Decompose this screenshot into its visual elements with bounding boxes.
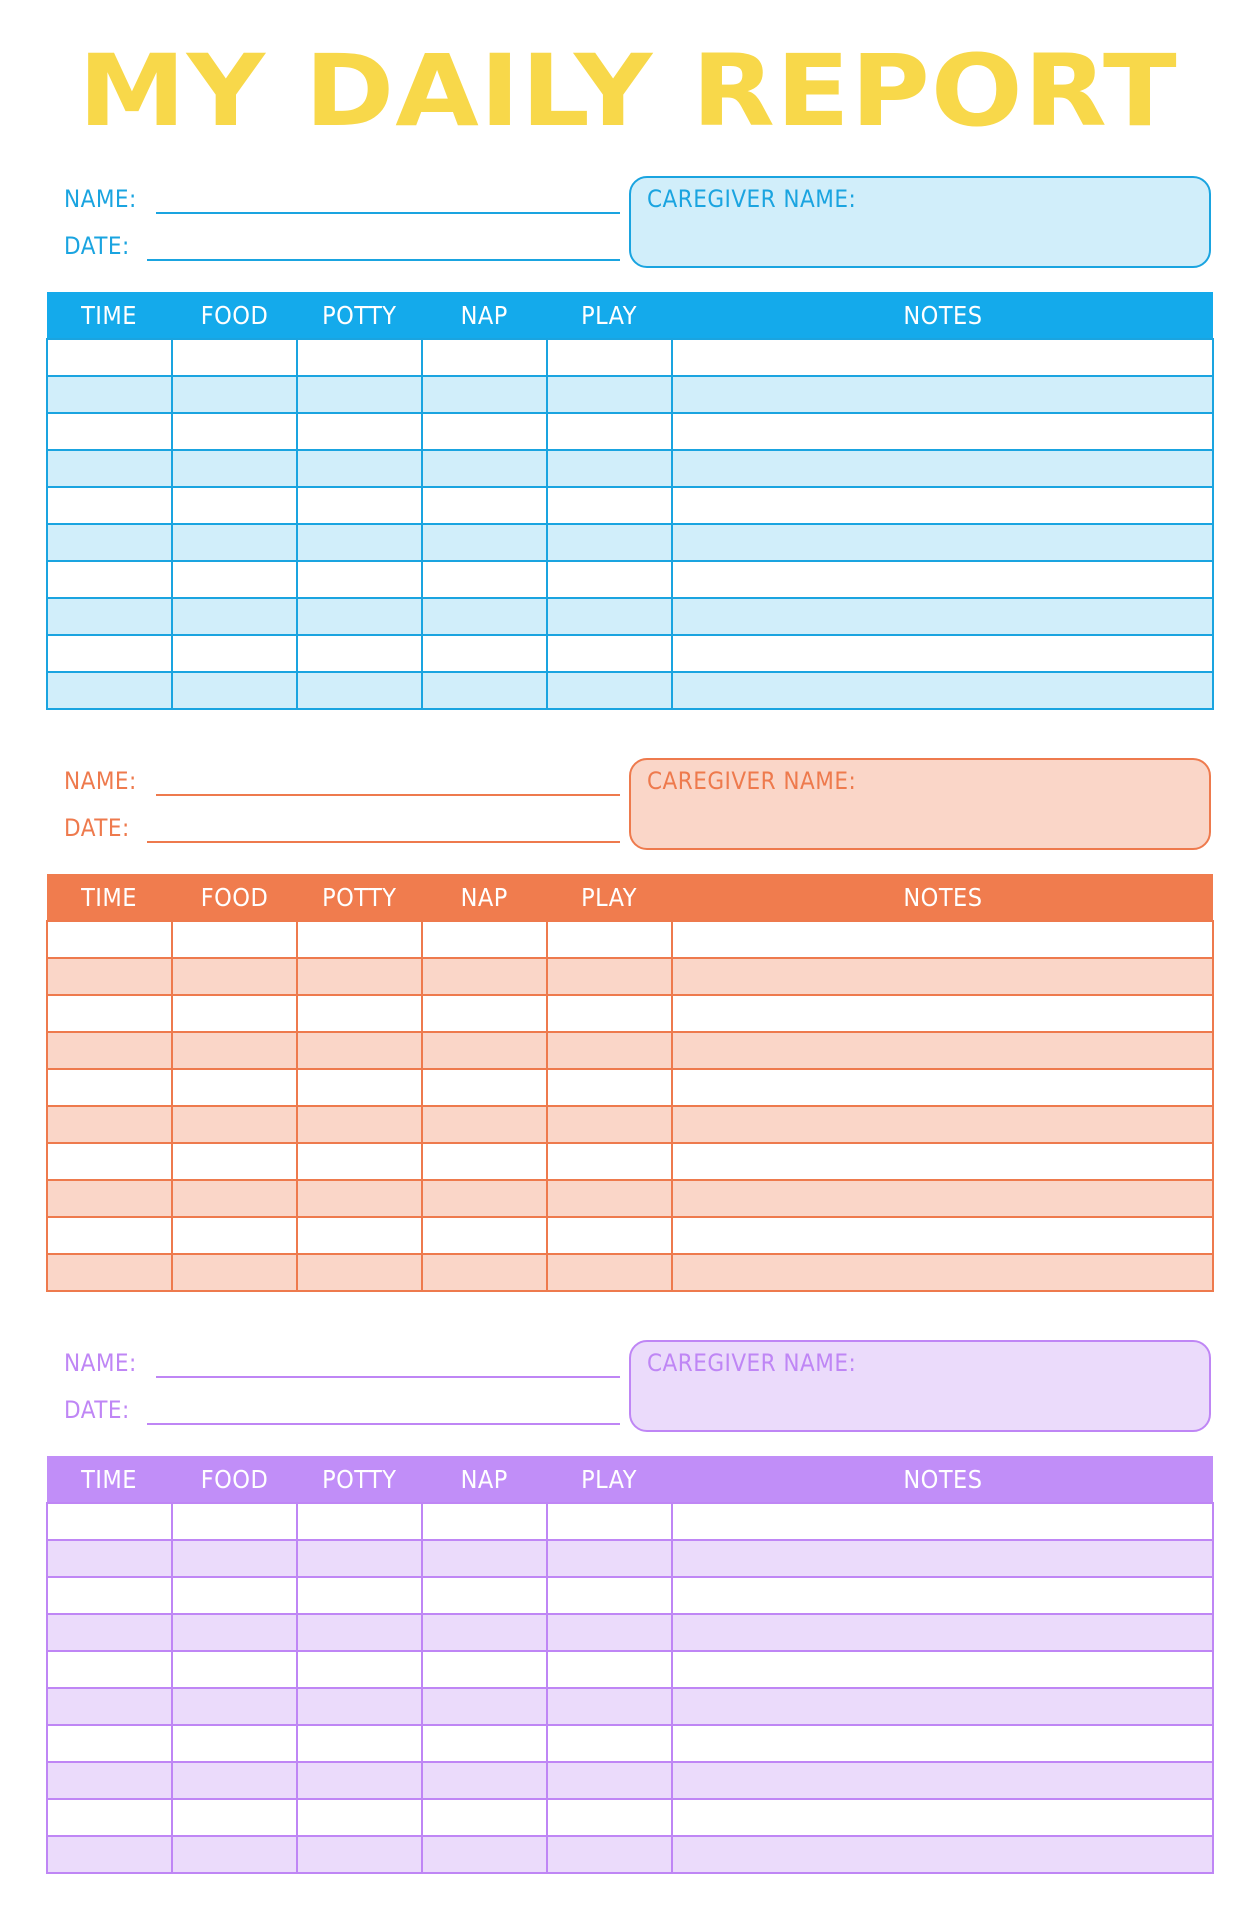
cell-notes[interactable] xyxy=(672,524,1213,561)
cell-play[interactable] xyxy=(547,1254,672,1291)
cell-nap[interactable] xyxy=(422,1180,547,1217)
cell-nap[interactable] xyxy=(422,1725,547,1762)
cell-play[interactable] xyxy=(547,598,672,635)
cell-nap[interactable] xyxy=(422,1799,547,1836)
cell-nap[interactable] xyxy=(422,413,547,450)
caregiver-label: CAREGIVER NAME: xyxy=(647,185,857,213)
cell-nap[interactable] xyxy=(422,995,547,1032)
cell-notes[interactable] xyxy=(672,1577,1213,1614)
cell-food[interactable] xyxy=(172,672,297,709)
cell-time[interactable] xyxy=(47,524,172,561)
cell-notes[interactable] xyxy=(672,339,1213,376)
date-line[interactable] xyxy=(147,259,620,261)
cell-notes[interactable] xyxy=(672,672,1213,709)
cell-nap[interactable] xyxy=(422,1106,547,1143)
cell-time[interactable] xyxy=(47,1254,172,1291)
name-label: NAME: xyxy=(64,767,137,795)
table-row xyxy=(47,339,1213,376)
cell-time[interactable] xyxy=(47,1799,172,1836)
cell-potty[interactable] xyxy=(297,1143,422,1180)
cell-nap[interactable] xyxy=(422,561,547,598)
table-row xyxy=(47,672,1213,709)
table-row xyxy=(47,1799,1213,1836)
cell-time[interactable] xyxy=(47,1032,172,1069)
cell-potty[interactable] xyxy=(297,1106,422,1143)
cell-potty[interactable] xyxy=(297,376,422,413)
cell-time[interactable] xyxy=(47,450,172,487)
cell-potty[interactable] xyxy=(297,921,422,958)
cell-play[interactable] xyxy=(547,635,672,672)
cell-notes[interactable] xyxy=(672,1762,1213,1799)
cell-notes[interactable] xyxy=(672,1836,1213,1873)
cell-potty[interactable] xyxy=(297,1254,422,1291)
cell-notes[interactable] xyxy=(672,413,1213,450)
cell-potty[interactable] xyxy=(297,339,422,376)
cell-time[interactable] xyxy=(47,1688,172,1725)
cell-potty[interactable] xyxy=(297,1725,422,1762)
table-body xyxy=(47,339,1213,709)
report-table xyxy=(46,1456,1214,1874)
cell-time[interactable] xyxy=(47,995,172,1032)
caregiver-name-box[interactable] xyxy=(629,176,1211,268)
cell-time[interactable] xyxy=(47,1614,172,1651)
col-nap: NAP xyxy=(422,292,547,339)
date-line[interactable] xyxy=(147,1423,620,1425)
date-field[interactable] xyxy=(64,813,620,843)
cell-potty[interactable] xyxy=(297,995,422,1032)
table-row xyxy=(47,598,1213,635)
cell-notes[interactable] xyxy=(672,1254,1213,1291)
cell-notes[interactable] xyxy=(672,1688,1213,1725)
cell-play[interactable] xyxy=(547,561,672,598)
cell-play[interactable] xyxy=(547,958,672,995)
cell-play[interactable] xyxy=(547,450,672,487)
table-body xyxy=(47,1503,1213,1873)
table-row xyxy=(47,1836,1213,1873)
caregiver-name-box[interactable] xyxy=(629,758,1211,850)
table-row xyxy=(47,1762,1213,1799)
cell-food[interactable] xyxy=(172,1725,297,1762)
cell-potty[interactable] xyxy=(297,561,422,598)
cell-time[interactable] xyxy=(47,413,172,450)
cell-play[interactable] xyxy=(547,339,672,376)
cell-potty[interactable] xyxy=(297,1503,422,1540)
table-body xyxy=(47,921,1213,1291)
cell-food[interactable] xyxy=(172,1836,297,1873)
table-row xyxy=(47,1614,1213,1651)
cell-time[interactable] xyxy=(47,1069,172,1106)
table-row xyxy=(47,958,1213,995)
cell-food[interactable] xyxy=(172,635,297,672)
col-potty: POTTY xyxy=(297,874,422,921)
table-row xyxy=(47,1032,1213,1069)
cell-notes[interactable] xyxy=(672,1106,1213,1143)
cell-food[interactable] xyxy=(172,921,297,958)
name-field[interactable] xyxy=(64,184,620,214)
cell-nap[interactable] xyxy=(422,921,547,958)
cell-nap[interactable] xyxy=(422,450,547,487)
table-row xyxy=(47,450,1213,487)
name-field[interactable] xyxy=(64,1348,620,1378)
cell-play[interactable] xyxy=(547,1217,672,1254)
cell-notes[interactable] xyxy=(672,1725,1213,1762)
col-nap: NAP xyxy=(422,1456,547,1503)
cell-food[interactable] xyxy=(172,1614,297,1651)
cell-potty[interactable] xyxy=(297,1180,422,1217)
cell-notes[interactable] xyxy=(672,376,1213,413)
cell-food[interactable] xyxy=(172,561,297,598)
cell-play[interactable] xyxy=(547,1762,672,1799)
cell-play[interactable] xyxy=(547,1688,672,1725)
col-potty: POTTY xyxy=(297,292,422,339)
cell-food[interactable] xyxy=(172,1577,297,1614)
cell-notes[interactable] xyxy=(672,921,1213,958)
cell-food[interactable] xyxy=(172,487,297,524)
table-row xyxy=(47,1143,1213,1180)
cell-play[interactable] xyxy=(547,672,672,709)
cell-potty[interactable] xyxy=(297,1217,422,1254)
cell-food[interactable] xyxy=(172,598,297,635)
name-label: NAME: xyxy=(64,1349,137,1377)
caregiver-label: CAREGIVER NAME: xyxy=(647,1349,857,1377)
caregiver-label: CAREGIVER NAME: xyxy=(647,767,857,795)
cell-time[interactable] xyxy=(47,1106,172,1143)
cell-potty[interactable] xyxy=(297,1540,422,1577)
cell-food[interactable] xyxy=(172,1762,297,1799)
cell-nap[interactable] xyxy=(422,672,547,709)
cell-food[interactable] xyxy=(172,450,297,487)
table-row xyxy=(47,1069,1213,1106)
cell-play[interactable] xyxy=(547,376,672,413)
cell-nap[interactable] xyxy=(422,487,547,524)
col-play: PLAY xyxy=(547,874,672,921)
cell-food[interactable] xyxy=(172,1254,297,1291)
cell-play[interactable] xyxy=(547,1799,672,1836)
col-food: FOOD xyxy=(172,1456,297,1503)
cell-play[interactable] xyxy=(547,921,672,958)
cell-play[interactable] xyxy=(547,413,672,450)
table-row xyxy=(47,1254,1213,1291)
cell-play[interactable] xyxy=(547,1032,672,1069)
cell-food[interactable] xyxy=(172,376,297,413)
cell-play[interactable] xyxy=(547,1106,672,1143)
cell-nap[interactable] xyxy=(422,1836,547,1873)
cell-play[interactable] xyxy=(547,1725,672,1762)
cell-notes[interactable] xyxy=(672,598,1213,635)
cell-nap[interactable] xyxy=(422,1069,547,1106)
cell-notes[interactable] xyxy=(672,1069,1213,1106)
cell-potty[interactable] xyxy=(297,635,422,672)
cell-potty[interactable] xyxy=(297,1836,422,1873)
cell-notes[interactable] xyxy=(672,487,1213,524)
cell-food[interactable] xyxy=(172,1106,297,1143)
cell-nap[interactable] xyxy=(422,1540,547,1577)
report-section-3 xyxy=(46,1340,1212,1876)
cell-potty[interactable] xyxy=(297,1069,422,1106)
report-section-1 xyxy=(46,176,1212,712)
cell-nap[interactable] xyxy=(422,1217,547,1254)
cell-food[interactable] xyxy=(172,1180,297,1217)
caregiver-name-box[interactable] xyxy=(629,1340,1211,1432)
col-time: TIME xyxy=(47,1456,172,1503)
cell-play[interactable] xyxy=(547,1143,672,1180)
cell-notes[interactable] xyxy=(672,1651,1213,1688)
cell-food[interactable] xyxy=(172,1069,297,1106)
table-header-row xyxy=(47,874,1213,921)
cell-play[interactable] xyxy=(547,524,672,561)
col-play: PLAY xyxy=(547,1456,672,1503)
table-row xyxy=(47,1503,1213,1540)
cell-time[interactable] xyxy=(47,598,172,635)
cell-potty[interactable] xyxy=(297,1651,422,1688)
page-title: MY DAILY REPORT xyxy=(78,34,1178,150)
cell-notes[interactable] xyxy=(672,1217,1213,1254)
cell-play[interactable] xyxy=(547,1836,672,1873)
cell-play[interactable] xyxy=(547,995,672,1032)
cell-notes[interactable] xyxy=(672,1799,1213,1836)
cell-time[interactable] xyxy=(47,1836,172,1873)
cell-nap[interactable] xyxy=(422,598,547,635)
table-row xyxy=(47,995,1213,1032)
cell-food[interactable] xyxy=(172,995,297,1032)
col-potty: POTTY xyxy=(297,1456,422,1503)
cell-time[interactable] xyxy=(47,1762,172,1799)
cell-play[interactable] xyxy=(547,1503,672,1540)
cell-potty[interactable] xyxy=(297,487,422,524)
cell-potty[interactable] xyxy=(297,1762,422,1799)
cell-food[interactable] xyxy=(172,1651,297,1688)
cell-food[interactable] xyxy=(172,958,297,995)
cell-time[interactable] xyxy=(47,1180,172,1217)
cell-potty[interactable] xyxy=(297,598,422,635)
name-field[interactable] xyxy=(64,766,620,796)
cell-notes[interactable] xyxy=(672,1540,1213,1577)
cell-time[interactable] xyxy=(47,561,172,598)
name-line[interactable] xyxy=(156,212,620,214)
col-food: FOOD xyxy=(172,874,297,921)
table-row xyxy=(47,921,1213,958)
cell-time[interactable] xyxy=(47,1503,172,1540)
cell-potty[interactable] xyxy=(297,1614,422,1651)
cell-nap[interactable] xyxy=(422,1254,547,1291)
cell-potty[interactable] xyxy=(297,1799,422,1836)
cell-time[interactable] xyxy=(47,1143,172,1180)
col-time: TIME xyxy=(47,292,172,339)
cell-notes[interactable] xyxy=(672,561,1213,598)
table-header-row xyxy=(47,1456,1213,1503)
name-line[interactable] xyxy=(156,1376,620,1378)
date-field[interactable] xyxy=(64,231,620,261)
cell-play[interactable] xyxy=(547,1069,672,1106)
cell-potty[interactable] xyxy=(297,1032,422,1069)
cell-food[interactable] xyxy=(172,1143,297,1180)
cell-food[interactable] xyxy=(172,1032,297,1069)
cell-nap[interactable] xyxy=(422,339,547,376)
date-line[interactable] xyxy=(147,841,620,843)
cell-potty[interactable] xyxy=(297,524,422,561)
table-row xyxy=(47,524,1213,561)
table-row xyxy=(47,1217,1213,1254)
cell-time[interactable] xyxy=(47,921,172,958)
cell-potty[interactable] xyxy=(297,672,422,709)
cell-potty[interactable] xyxy=(297,958,422,995)
date-field[interactable] xyxy=(64,1395,620,1425)
cell-time[interactable] xyxy=(47,376,172,413)
table-row xyxy=(47,1725,1213,1762)
table-row xyxy=(47,1577,1213,1614)
table-row xyxy=(47,413,1213,450)
cell-nap[interactable] xyxy=(422,1614,547,1651)
table-row xyxy=(47,1106,1213,1143)
cell-nap[interactable] xyxy=(422,1577,547,1614)
cell-nap[interactable] xyxy=(422,524,547,561)
cell-nap[interactable] xyxy=(422,1688,547,1725)
col-notes: NOTES xyxy=(672,874,1213,921)
cell-nap[interactable] xyxy=(422,1503,547,1540)
cell-nap[interactable] xyxy=(422,1651,547,1688)
cell-play[interactable] xyxy=(547,487,672,524)
cell-potty[interactable] xyxy=(297,1577,422,1614)
cell-time[interactable] xyxy=(47,1540,172,1577)
table-row xyxy=(47,1540,1213,1577)
col-notes: NOTES xyxy=(672,292,1213,339)
cell-food[interactable] xyxy=(172,1799,297,1836)
cell-food[interactable] xyxy=(172,339,297,376)
cell-notes[interactable] xyxy=(672,450,1213,487)
col-time: TIME xyxy=(47,874,172,921)
cell-time[interactable] xyxy=(47,958,172,995)
cell-time[interactable] xyxy=(47,339,172,376)
cell-notes[interactable] xyxy=(672,635,1213,672)
cell-food[interactable] xyxy=(172,1540,297,1577)
cell-food[interactable] xyxy=(172,1503,297,1540)
cell-food[interactable] xyxy=(172,413,297,450)
table-row xyxy=(47,1651,1213,1688)
table-row xyxy=(47,635,1213,672)
cell-time[interactable] xyxy=(47,1217,172,1254)
col-nap: NAP xyxy=(422,874,547,921)
table-row xyxy=(47,1688,1213,1725)
cell-notes[interactable] xyxy=(672,958,1213,995)
report-section-2 xyxy=(46,758,1212,1294)
name-label: NAME: xyxy=(64,185,137,213)
date-label: DATE: xyxy=(64,814,130,842)
table-row xyxy=(47,376,1213,413)
col-play: PLAY xyxy=(547,292,672,339)
cell-nap[interactable] xyxy=(422,958,547,995)
date-label: DATE: xyxy=(64,232,130,260)
report-table xyxy=(46,292,1214,710)
cell-notes[interactable] xyxy=(672,1503,1213,1540)
cell-notes[interactable] xyxy=(672,995,1213,1032)
cell-play[interactable] xyxy=(547,1577,672,1614)
table-row xyxy=(47,487,1213,524)
cell-notes[interactable] xyxy=(672,1143,1213,1180)
cell-potty[interactable] xyxy=(297,450,422,487)
cell-potty[interactable] xyxy=(297,1688,422,1725)
cell-play[interactable] xyxy=(547,1180,672,1217)
cell-time[interactable] xyxy=(47,1725,172,1762)
cell-notes[interactable] xyxy=(672,1614,1213,1651)
cell-food[interactable] xyxy=(172,1217,297,1254)
cell-notes[interactable] xyxy=(672,1180,1213,1217)
col-notes: NOTES xyxy=(672,1456,1213,1503)
cell-potty[interactable] xyxy=(297,413,422,450)
cell-time[interactable] xyxy=(47,635,172,672)
cell-nap[interactable] xyxy=(422,1032,547,1069)
cell-play[interactable] xyxy=(547,1651,672,1688)
cell-nap[interactable] xyxy=(422,1143,547,1180)
cell-nap[interactable] xyxy=(422,1762,547,1799)
date-label: DATE: xyxy=(64,1396,130,1424)
name-line[interactable] xyxy=(156,794,620,796)
cell-food[interactable] xyxy=(172,524,297,561)
cell-time[interactable] xyxy=(47,672,172,709)
table-row xyxy=(47,561,1213,598)
col-food: FOOD xyxy=(172,292,297,339)
cell-nap[interactable] xyxy=(422,376,547,413)
cell-time[interactable] xyxy=(47,1577,172,1614)
cell-food[interactable] xyxy=(172,1688,297,1725)
cell-time[interactable] xyxy=(47,487,172,524)
report-table xyxy=(46,874,1214,1292)
cell-play[interactable] xyxy=(547,1540,672,1577)
cell-nap[interactable] xyxy=(422,635,547,672)
cell-play[interactable] xyxy=(547,1614,672,1651)
table-row xyxy=(47,1180,1213,1217)
cell-notes[interactable] xyxy=(672,1032,1213,1069)
table-header-row xyxy=(47,292,1213,339)
cell-time[interactable] xyxy=(47,1651,172,1688)
